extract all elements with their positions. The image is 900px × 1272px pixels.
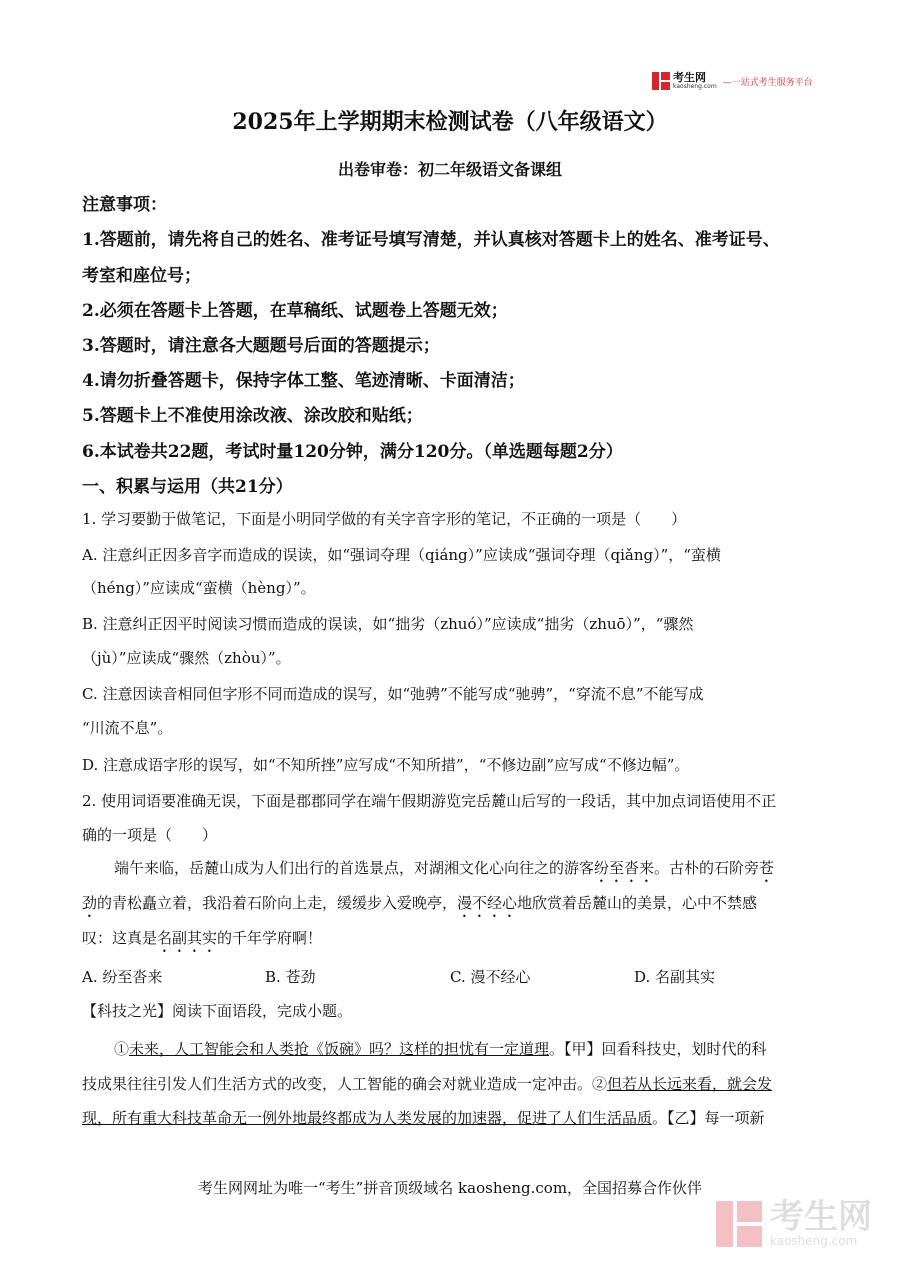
q1-option-c-cont: “川流不息”。 xyxy=(82,719,173,737)
underlined-sentence: 现，所有重大科技革命无一例外地最终都成为人类发展的加速器，促进了人们生活品质 xyxy=(82,1109,653,1127)
q2-passage-line: 劲的青松矗立着，我沿着石阶向上走，缓缓步入爱晚亭，漫不经心地欣赏着岳麓山的美景，心中不禁感 xyxy=(82,894,758,912)
logo-name: 考生网 xyxy=(673,71,706,84)
notes-heading: 注意事项： xyxy=(82,195,167,215)
reading-line: 现，所有重大科技革命无一例外地最终都成为人类发展的加速器，促进了人们生活品质。【乙】每一项新 xyxy=(82,1109,765,1127)
dotted-term: 劲 xyxy=(82,894,98,912)
watermark xyxy=(716,1197,872,1248)
logo-domain: kaosheng.com xyxy=(673,83,717,90)
q1-option-b-cont: （jù）”应读成“骤然（zhòu）”。 xyxy=(82,649,291,667)
dotted-term: 漫不经心 xyxy=(457,894,518,912)
q1-option-b: B. 注意纠正因平时阅读习惯而造成的误读，如“拙劣（zhuó）”应读成“拙劣（zhuō）”，“骤然 xyxy=(82,615,694,633)
underlined-sentence: 但若从长远来看，就会发 xyxy=(607,1075,773,1093)
watermark-domain: kaosheng.com xyxy=(770,1234,858,1248)
note-item: 3.答题时，请注意各大题题号后面的答题提示； xyxy=(82,336,440,356)
note-item: 5.答题卡上不准使用涂改液、涂改胶和贴纸； xyxy=(82,406,423,426)
watermark-logo-icon xyxy=(716,1201,762,1247)
dotted-term: 纷至沓来 xyxy=(594,859,655,877)
note-item: 6.本试卷共22题，考试时量120分钟，满分120分。（单选题每题2分） xyxy=(82,442,623,462)
kaosheng-logo-icon xyxy=(652,72,670,90)
q2-stem-cont: 确的一项是（ ） xyxy=(82,826,218,844)
note-item: 1.答题前，请先将自己的姓名、准考证号填写清楚，并认真核对答题卡上的姓名、准考证号、 xyxy=(82,230,780,250)
reading-line: ①未来，人工智能会和人类抢《饭碗》吗？这样的担忧有一定道理。【甲】回看科技史，划时代的科 xyxy=(114,1040,767,1058)
q1-option-d: D. 注意成语字形的误写，如“不知所挫”应写成“不知所措”，“不修边副”应写成“不修边幅”。 xyxy=(82,756,690,774)
dotted-term: 苍 xyxy=(759,859,775,877)
dotted-term: 名副其实 xyxy=(157,929,218,947)
watermark-name: 考生网 xyxy=(770,1197,872,1237)
reading-intro: 【科技之光】阅读下面语段，完成小题。 xyxy=(82,1002,353,1020)
q1-option-a-cont: （héng）”应读成“蛮横（hèng）”。 xyxy=(82,579,316,597)
q2-option-b: B. 苍劲 xyxy=(265,968,316,986)
exam-title: 2025年上学期期末检测试卷（八年级语文） xyxy=(232,109,668,135)
note-item: 考室和座位号； xyxy=(82,266,201,286)
note-item: 4.请勿折叠答题卡，保持字体工整、笔迹清晰、卡面清洁； xyxy=(82,371,525,391)
q2-option-c: C. 漫不经心 xyxy=(450,968,531,986)
q2-stem: 2. 使用词语要准确无误，下面是郡郡同学在端午假期游览完岳麓山后写的一段话，其中加点词语使用不正 xyxy=(82,792,777,810)
kaosheng-logo xyxy=(652,72,813,90)
page-footer: 考生网网址为唯一“考生”拼音顶级域名 kaosheng.com，全国招募合作伙伴 xyxy=(197,1179,703,1197)
q1-option-a: A. 注意纠正因多音字而造成的误读，如“强词夺理（qiáng）”应读成“强词夺理（qiǎng）”，“蛮横 xyxy=(82,546,721,564)
q1-stem: 1. 学习要勤于做笔记，下面是小明同学做的有关字音字形的笔记，不正确的一项是（ ） xyxy=(82,510,687,528)
underlined-sentence: 未来，人工智能会和人类抢《饭碗》吗？这样的担忧有一定道理 xyxy=(129,1040,550,1058)
note-item: 2.必须在答题卡上答题，在草稿纸、试题卷上答题无效； xyxy=(82,301,508,321)
reading-line: 技成果往往引发人们生活方式的改变，人工智能的确会对就业造成一定冲击。②但若从长远来看，就会发 xyxy=(82,1075,773,1093)
q2-passage-line: 叹：这真是名副其实的千年学府啊！ xyxy=(82,929,323,947)
logo-slogan: —一站式考生服务平台 xyxy=(722,77,813,88)
q2-passage-line: 端午来临，岳麓山成为人们出行的首选景点，对湖湘文化心向往之的游客纷至沓来。古朴的石阶旁苍 xyxy=(114,859,775,877)
section-heading: 一、积累与运用（共21分） xyxy=(82,477,293,497)
exam-subtitle: 出卷审卷：初二年级语文备课组 xyxy=(337,160,562,179)
q2-option-d: D. 名副其实 xyxy=(634,968,716,986)
q1-option-c: C. 注意因读音相同但字形不同而造成的误写，如“弛骋”不能写成“驰骋”，“穿流不息”不能写成 xyxy=(82,685,704,703)
q2-option-a: A. 纷至沓来 xyxy=(82,968,163,986)
